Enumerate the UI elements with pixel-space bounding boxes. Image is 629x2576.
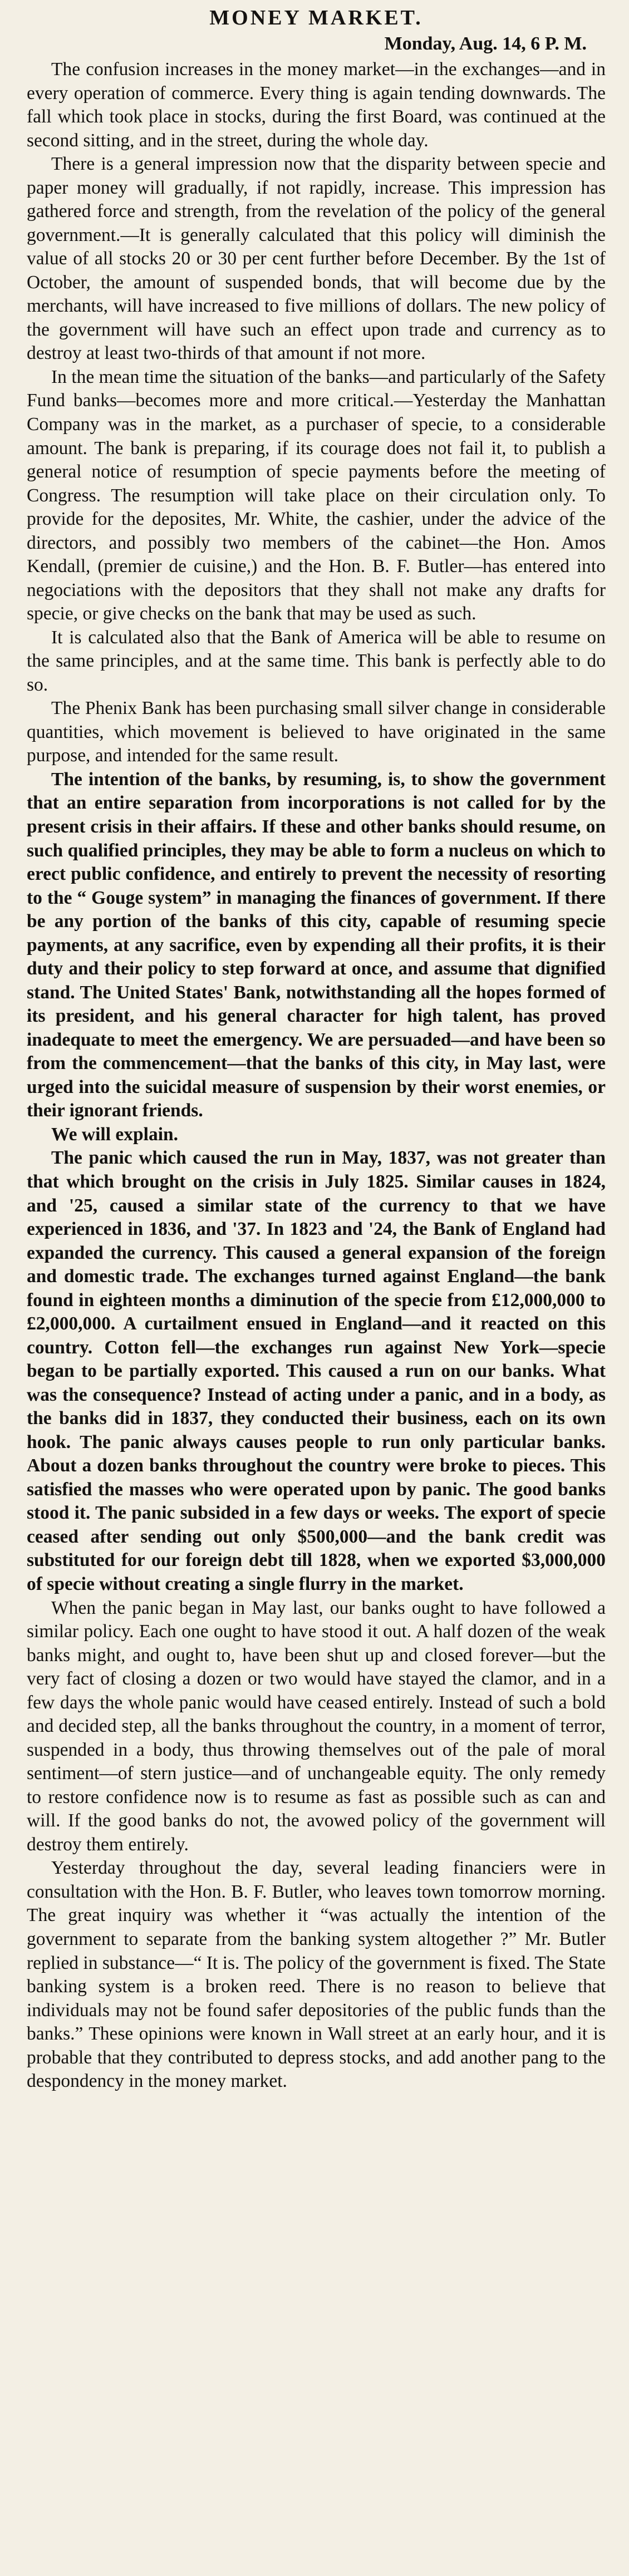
dateline: Monday, Aug. 14, 6 P. M. <box>384 33 587 54</box>
paragraph-confusion: The confusion increases in the money market—in the exchanges—and in every operation of commerce. Every thing is again tending downwards. The fall which took place in stocks, during the first Board, was continued at the second sitting, and in the street, during the whole day. <box>27 59 606 151</box>
paragraph-panic-may-last: When the panic began in May last, our banks ought to have followed a similar policy. Each one ought to have stood it out. A half dozen of the weak banks might, and ought to, have been shut up and closed forever—but the very fact of closing a dozen or two would have stayed the clamor, and in a few days the whole panic would have ceased entirely. Instead of such a bold and decided step, all the banks throughout the country, in a moment of terror, suspended in a body, thus throwing themselves out of the pale of moral sentiment—of stern justice—and of unchangeable equity. The only remedy to restore confidence now is to resume as fast as possible such as can and will. If the good banks do not, the avowed policy of the government will destroy them entirely. <box>27 1597 606 1855</box>
paragraph-panic-1837: The panic which caused the run in May, 1837, was not greater than that which brought on the crisis in July 1825. Similar causes in 1824, and '25, caused a similar state of the currency to that we have experienced in 1836, and '37. In 1823 and '24, the Bank of England had expanded the currency. This caused a general expansion of the foreign and domestic trade. The exchanges turned against England—the bank found in eighteen months a diminution of the specie from £12,000,000 to £2,000,000. A curtailment ensued in England—and it reacted on this country. Cotton fell—the exchanges run against New York—specie began to be partially exported. This caused a run on our banks. What was the consequence? Instead of acting under a panic, and in a body, as the banks did in 1837, they conducted their business, each on its own hook. The panic always causes people to run only particular banks. About a dozen banks throughout the country were broke to pieces. This satisfied the masses who were operated upon by panic. The good banks stood it. The panic subsided in a few days or weeks. The export of specie ceased after sending out only $500,000—and the bank credit was substituted for our foreign debt till 1828, when we exported $3,000,000 of specie without creating a single flurry in the market. <box>27 1147 606 1594</box>
headline: MONEY MARKET. <box>209 6 423 29</box>
paragraph-banks-critical: In the mean time the situation of the banks—and particularly of the Safety Fund banks—becomes more and more critical.—Yesterday the Manhattan Company was in the market, as a purchaser of specie, to a considerable amount. The bank is preparing, if its courage does not fail it, to publish a general notice of resumption of specie payments before the meeting of Congress. The resumption will take place on their circulation only. To provide for the deposites, Mr. White, the cashier, under the advice of the directors, and possibly two members of the cabinet—the Hon. Amos Kendall, (premier de cuisine,) and the Hon. B. F. Butler—has entered into negociations with the depositors that they shall not make any drafts for specie, or give checks on the bank that may be used as such. <box>27 366 606 624</box>
paragraph-phenix-bank: The Phenix Bank has been purchasing small silver change in considerable quantities, which movement is believed to have originated in the same purpose, and intended for the same result. <box>27 698 606 766</box>
paragraph-bank-of-america: It is calculated also that the Bank of America will be able to resume on the same principles, and at the same time. This bank is perfectly able to do so. <box>27 627 606 695</box>
paragraph-intention-of-banks: The intention of the banks, by resuming, is, to show the government that an entire separation from incorporations is not called for by the present crisis in their affairs. If these and other banks should resume, on such qualified principles, they may be able to form a nucleus on which to erect public confidence, and entirely to prevent the necessity of resorting to the “ Gouge system” in managing the finances of government. If there be any portion of the banks of this city, capable of resuming specie payments, at any sacrifice, even by expending all their profits, it is their duty and their policy to step forward at once, and assume that dignified stand. The United States' Bank, notwithstanding all the hopes formed of its president, and his general character for high talent, has proved inadequate to meet the emergency. We are persuaded—and have been so from the commencement—that the banks of this city, in May last, were urged into the suicidal measure of suspension by their worst enemies, or their ignorant friends. <box>27 769 606 1121</box>
paragraph-we-will-explain: We will explain. <box>51 1124 179 1145</box>
paragraph-disparity: There is a general impression now that the disparity between specie and paper money will gradually, if not rapidly, increase. This impression has gathered force and strength, from the revelation of the policy of the general government.—It is generally calculated that this policy will diminish the value of all stocks 20 or 30 per cent further before December. By the 1st of October, the amount of suspended bonds, that will become due by the merchants, will have increased to five millions of dollars. The new policy of the government will have such an effect upon trade and currency as to destroy at least two-thirds of that amount if not more. <box>27 154 606 364</box>
paragraph-butler-consultation: Yesterday throughout the day, several leading financiers were in consultation with the Hon. B. F. Butler, who leaves town tomorrow morning. The great inquiry was whether it “was actually the intention of the government to separate from the banking system altogether ?” Mr. Butler replied in substance—“ It is. The policy of the government is fixed. The State banking system is a broken reed. There is no reason to believe that individuals may not be found safer depositories of the public funds than the banks.” These opinions were known in Wall street at an early hour, and it is probable that they contributed to depress stocks, and add another pang to the despondency in the money market. <box>27 1858 606 2092</box>
